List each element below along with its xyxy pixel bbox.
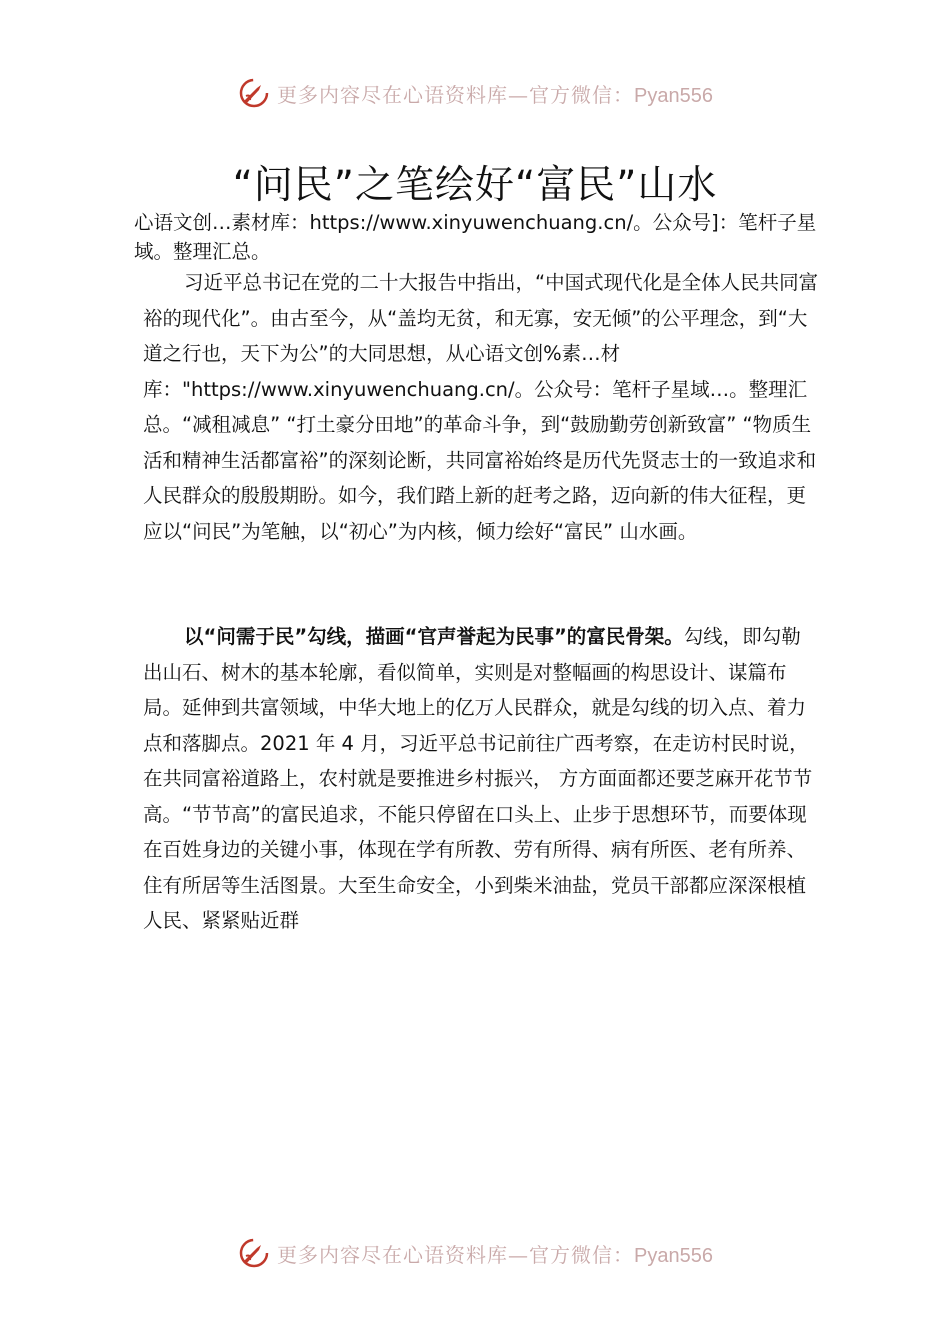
paragraph-2-body: 勾线，即勾勒出山石、树木的基本轮廓，看似简单，实则是对整幅画的构思设计、谋篇布局。延伸到共富领域，中华大地上的亿万人民群众，就是勾线的切入点、着力点和落脚点。2021 年 4 月，习近平总书记前往广西考察，在走访村民时说，在共同富裕道路上，农村就是要推进乡村振兴， 方方面面都还要芝麻开花节节高。“节节高”的富民追求，不能只停留在口头上、止步于思想环节，而要体现在百姓身边的关键小事，体现在学有所教、劳有所得、病有所医、老有所养、住有所居等生活图景。大至生命安全，小到柴米油盐，党员干部都应深深根植人民、紧紧贴近群 <box>143 625 813 932</box>
paragraph-2-lead: 以“问需于民”勾线，描画“官声誉起为民事”的富民骨架。 <box>184 625 684 648</box>
footer-banner-text: 更多内容尽在心语资料库—官方微信：Pyan556 <box>277 1242 713 1267</box>
document-title: “问民”之笔绘好“富民”山水 <box>232 163 718 208</box>
header-banner <box>0 73 950 113</box>
brush-stroke-logo-icon <box>237 76 271 110</box>
header-banner-text: 更多内容尽在心语资料库—官方微信：Pyan556 <box>277 82 713 107</box>
brush-stroke-logo-icon <box>237 1236 271 1270</box>
footer-banner-handle: Pyan556 <box>634 1244 713 1267</box>
footer-banner <box>0 1233 950 1273</box>
paragraph-2 <box>143 619 819 939</box>
paragraph-1: 习近平总书记在党的二十大报告中指出，“中国式现代化是全体人民共同富裕的现代化”。由古至今，从“盖均无贫，和无寡，安无倾”的公平理念，到“大道之行也，天下为公”的大同思想，从心语文创%素…材库："https://www.xinyuwenchuang.cn/。公众号：笔杆子星域…。整理汇总。“减租减息” “打土豪分田地”的革命斗争，到“鼓励勤劳创新致富” “物质生活和精神生活都富裕”的深刻论断，共同富裕始终是历代先贤志士的一致追求和人民群众的殷殷期盼。如今，我们踏上新的赶考之路，迈向新的伟大征程，更应以“问民”为笔触，以“初心”为内核，倾力绘好“富民” 山水画。 <box>143 271 819 543</box>
header-banner-handle: Pyan556 <box>634 84 713 107</box>
source-note: 心语文创…素材库：https://www.xinyuwenchuang.cn/。公众号]：笔杆子星域。整理汇总。 <box>134 211 817 263</box>
